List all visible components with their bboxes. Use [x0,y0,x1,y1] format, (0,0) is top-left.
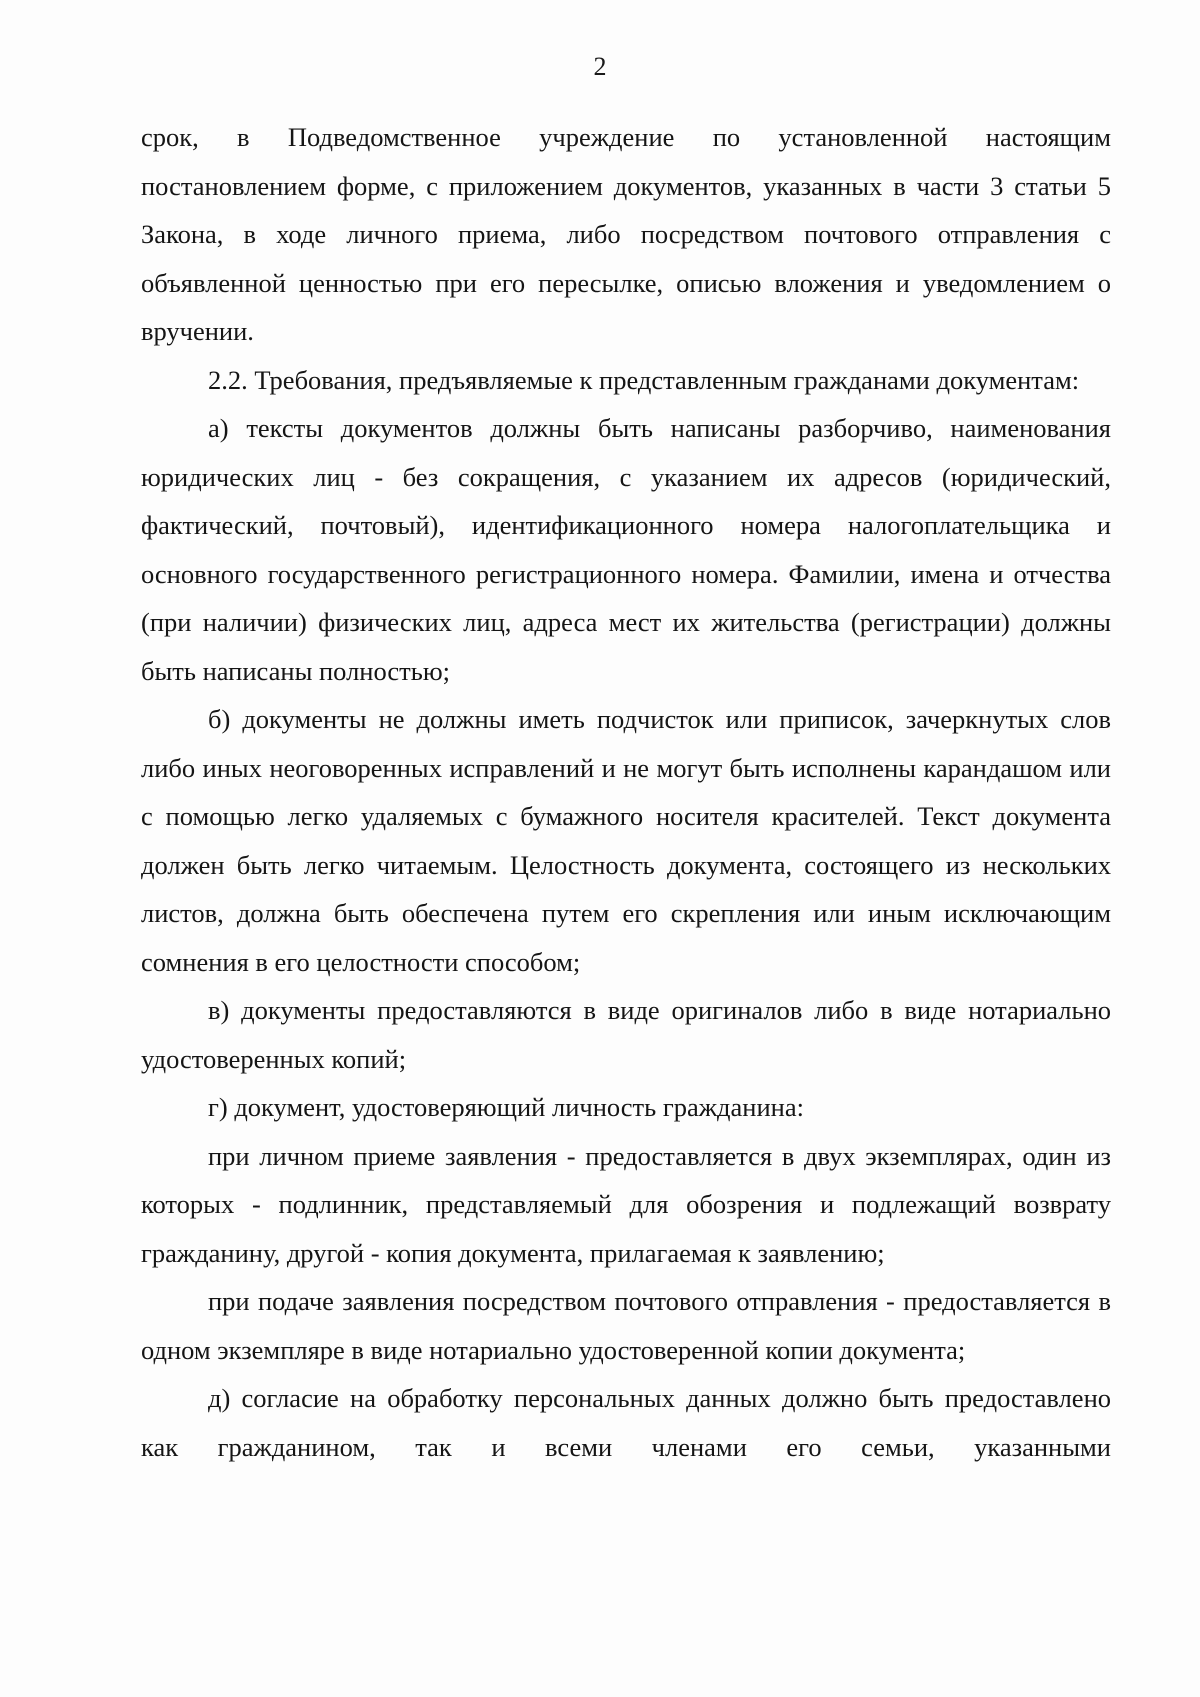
paragraph-v: в) документы предоставляются в виде оригиналов либо в виде нотариально удостоверенных копий; [141,995,1111,1074]
paragraph-personal-reception: при личном приеме заявления - предоставляется в двух экземплярах, один из которых - подлинник, представляемый для обозрения и подлежащий возврату гражданину, другой - копия документа, прилагаемая к заявлению; [141,1140,1111,1268]
document-body [141,113,1111,1471]
paragraph-g: г) документ, удостоверяющий личность гражданина: [208,1092,804,1122]
paragraph-2-2: 2.2. Требования, предъявляемые к представленным гражданами документам: [208,364,1080,395]
paragraph-d: д) согласие на обработку персональных данных должно быть предоставлено как гражданином, так и всеми членами его семьи, указанными [141,1383,1111,1462]
paragraph-a: а) тексты документов должны быть написаны разборчиво, наименования юридических лиц - без сокращения, с указанием их адресов (юридический, фактический, почтовый), идентификационного номера налогоплательщика и основного государственного регистрационного номера. Фамилии, имена и отчества (при наличии) физических лиц, адреса мест их жительства (регистрации) должны быть написаны полностью; [141,413,1111,686]
page-number: 2 [593,52,607,81]
paragraph-intro: срок, в Подведомственное учреждение по установленной настоящим постановлением форме, с приложением документов, указанных в части 3 статьи 5 Закона, в ходе личного приема, либо посредством почтового отправления с объявленной ценностью при его пересылке, описью вложения и уведомлением о вручении. [141,122,1111,346]
paragraph-postal-submission: при подаче заявления посредством почтового отправления - предоставляется в одном экземпляре в виде нотариально удостоверенной копии документа; [141,1286,1111,1365]
paragraph-b: б) документы не должны иметь подчисток или приписок, зачеркнутых слов либо иных неоговоренных исправлений и не могут быть исполнены карандашом или с помощью легко удаляемых с бумажного носителя красителей. Текст документа должен быть легко читаемым. Целостность документа, состоящего из нескольких листов, должна быть обеспечена путем его скрепления или иным исключающим сомнения в его целостности способом; [141,704,1111,977]
